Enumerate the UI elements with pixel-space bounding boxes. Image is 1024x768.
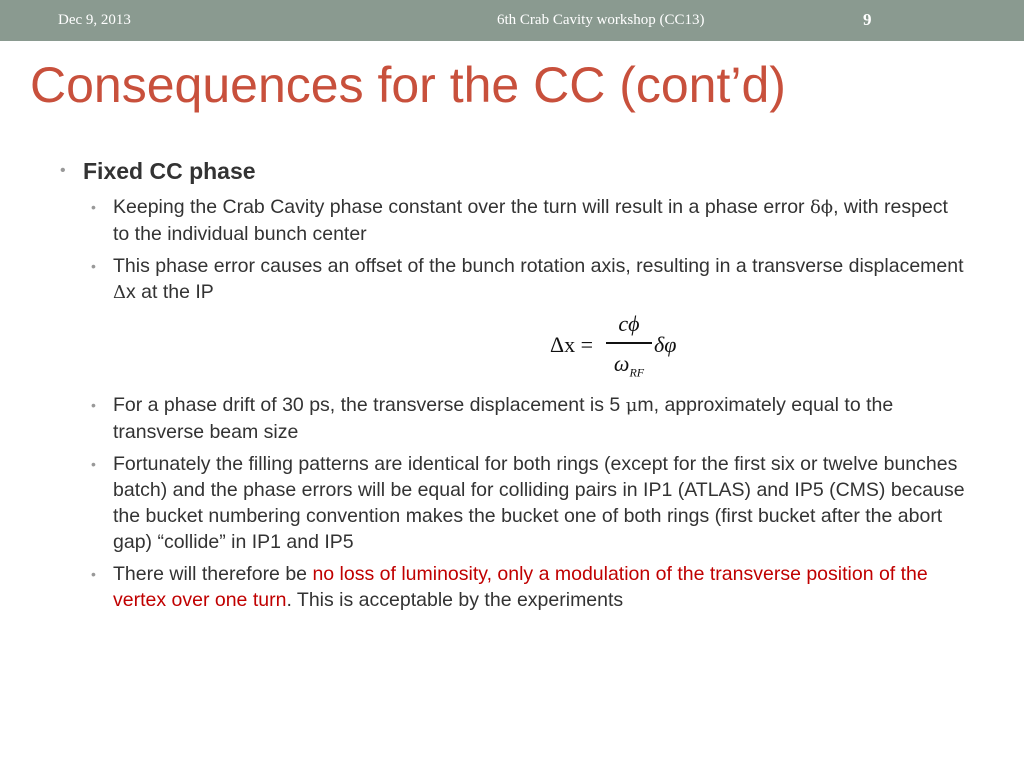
bullet-dot-icon: •	[91, 456, 96, 472]
sub-bullet-5-text-after: . This is acceptable by the experiments	[286, 589, 624, 611]
bullet-dot-icon: •	[91, 199, 96, 215]
delta-phi-symbol: δϕ	[809, 197, 834, 218]
mu-symbol: μ	[625, 395, 638, 416]
sub-bullet-5	[58, 561, 968, 613]
sub-bullet-1-text-after: , with respect to the individual bunch center	[113, 196, 948, 245]
sub-bullet-5-text-before: There will therefore be	[113, 563, 313, 585]
bullet-dot-icon: •	[91, 397, 96, 413]
sub-bullet-3	[58, 392, 968, 445]
formula-lhs: Δx =	[550, 332, 594, 357]
main-bullet-text: Fixed CC phase	[83, 158, 256, 184]
header-date: Dec 9, 2013	[58, 12, 131, 28]
page-number: 9	[863, 10, 872, 29]
formula-numerator: cϕ	[618, 311, 640, 336]
sub-bullet-4-text: Fortunately the filling patterns are identical for both rings (except for the first six or twelve bunches batch) and the phase errors will be equal for colliding pairs in IP1 (ATLAS) and IP5 (CMS) because the bucket numbering convention makes the bucket one of both rings (first bucket after the abort gap) “collide” in IP1 and IP5	[113, 453, 965, 553]
sub-bullet-2	[58, 253, 968, 306]
sub-bullet-4	[58, 451, 968, 555]
formula-rhs: δφ	[654, 332, 677, 357]
formula-denominator-main: ω	[613, 350, 630, 376]
header-conference: 6th Crab Cavity workshop (CC13)	[497, 12, 705, 28]
formula-fraction	[606, 310, 652, 378]
slide-content	[58, 156, 968, 619]
highlighted-conclusion: no loss of luminosity, only a modulation of the transverse position of the vertex over one turn	[113, 563, 928, 611]
formula-denominator-sub: RF	[629, 364, 645, 379]
sub-bullet-3-text-after: m, approximately equal to the transverse beam size	[113, 394, 894, 443]
sub-bullet-3-text: For a phase drift of 30 ps, the transverse displacement is 5	[113, 394, 626, 416]
sub-bullet-2-text-after: x at the IP	[126, 281, 214, 303]
bullet-dot-icon: •	[91, 566, 96, 582]
slide-title: Consequences for the CC (cont’d)	[30, 57, 786, 113]
formula-denominator	[606, 350, 652, 378]
header-bar	[0, 0, 1024, 41]
bullet-dot-icon: •	[91, 258, 96, 274]
sub-bullet-2-text: This phase error causes an offset of the bunch rotation axis, resulting in a transverse displacement	[113, 255, 964, 277]
bullet-dot-icon: •	[60, 162, 66, 179]
main-bullet	[58, 156, 968, 186]
delta-symbol: Δ	[113, 282, 126, 303]
sub-bullet-1-text: Keeping the Crab Cavity phase constant over the turn will result in a phase error	[113, 196, 810, 218]
fraction-bar	[606, 342, 652, 344]
sub-bullet-1	[58, 194, 968, 247]
displacement-formula	[58, 310, 968, 382]
